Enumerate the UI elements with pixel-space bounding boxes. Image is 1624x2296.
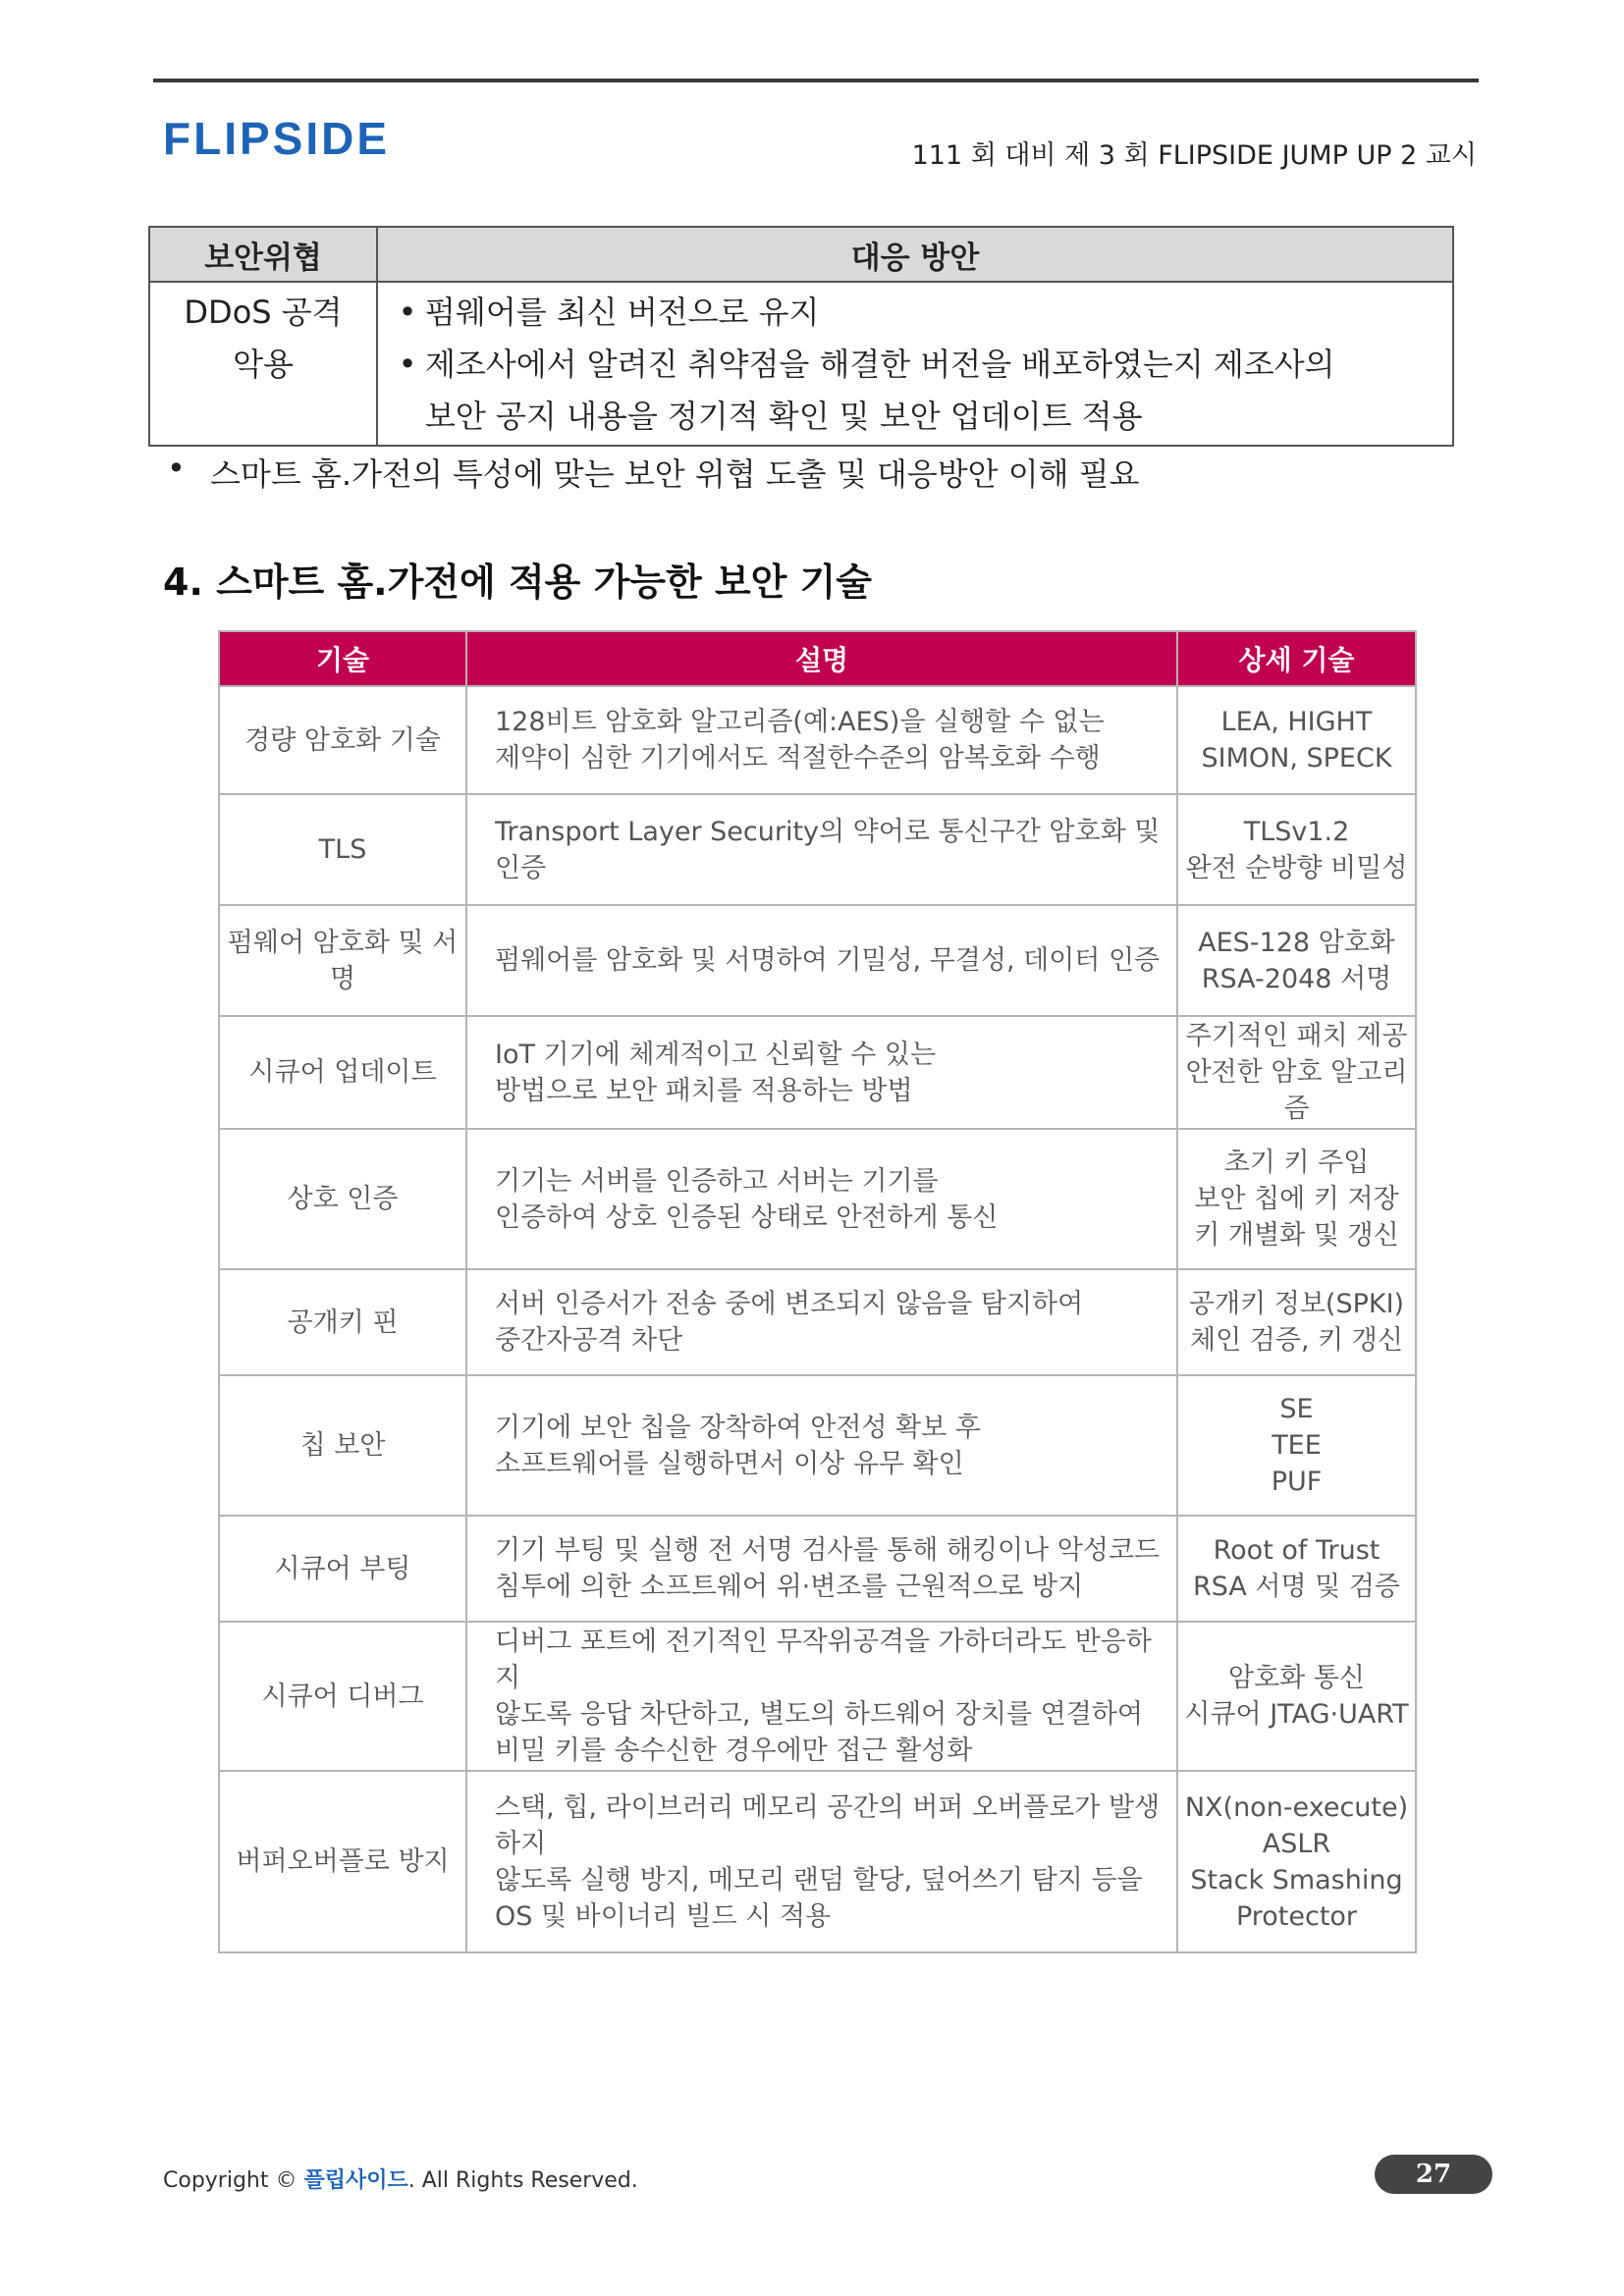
table-row bbox=[219, 686, 1416, 794]
table-row bbox=[219, 1771, 1416, 1952]
note-item bbox=[167, 450, 1140, 495]
tech-description-cell bbox=[466, 1771, 1177, 1952]
description-line: 인증하여 상호 인증된 상태로 안전하게 통신 bbox=[495, 1201, 999, 1233]
description-line: IoT 기기에 체계적이고 신뢰할 수 있는 bbox=[495, 1039, 937, 1070]
description-line: 서버 인증서가 전송 중에 변조되지 않음을 탐지하여 bbox=[495, 1289, 1084, 1319]
footer-copyright bbox=[163, 2163, 638, 2194]
tech-header-description: 설명 bbox=[466, 631, 1177, 686]
tech-detail-cell bbox=[1177, 1771, 1416, 1952]
detail-line: 공개키 정보(SPKI) bbox=[1188, 1289, 1405, 1319]
detail-line: Stack Smashing bbox=[1190, 1864, 1403, 1896]
threat-name-line: 악용 bbox=[233, 346, 294, 383]
detail-line: 완전 순방향 비밀성 bbox=[1185, 852, 1408, 883]
section-title: 4. 스마트 홈.가전에 적용 가능한 보안 기술 bbox=[163, 561, 873, 604]
tech-name-cell: TLS bbox=[219, 794, 466, 905]
description-line: 기기 부팅 및 실행 전 서명 검사를 통해 해킹이나 악성코드 bbox=[495, 1535, 1161, 1566]
copyright-suffix: . All Rights Reserved. bbox=[407, 2168, 638, 2193]
table-row bbox=[219, 1516, 1416, 1622]
security-tech-table bbox=[218, 630, 1417, 1953]
bullet-icon: • bbox=[398, 294, 417, 331]
description-line: 디버그 포트에 전기적인 무작위공격을 가하더라도 반응하지 bbox=[495, 1627, 1152, 1693]
tech-name-cell: 공개키 핀 bbox=[219, 1269, 466, 1375]
tech-description-cell bbox=[466, 686, 1177, 794]
description-line: 않도록 응답 차단하고, 별도의 하드웨어 장치를 연결하여 bbox=[495, 1699, 1143, 1730]
threat-table bbox=[148, 226, 1454, 447]
description-line: 스택, 힙, 라이브러리 메모리 공간의 버퍼 오버플로가 발생하지 bbox=[495, 1791, 1161, 1859]
detail-line: Protector bbox=[1235, 1900, 1358, 1932]
flipside-logo: FLIPSIDE bbox=[163, 113, 391, 164]
detail-line: AES-128 암호화 bbox=[1198, 927, 1395, 958]
tech-name-cell: 칩 보안 bbox=[219, 1375, 466, 1516]
table-row bbox=[219, 1016, 1416, 1129]
detail-line: 초기 키 주입 bbox=[1223, 1148, 1370, 1178]
tech-description-cell bbox=[466, 1269, 1177, 1375]
tech-description-cell bbox=[466, 1622, 1177, 1771]
response-text: 제조사에서 알려진 취약점을 해결한 버전을 배포하였는지 제조사의 bbox=[425, 346, 1335, 383]
detail-line: 안전한 암호 알고리즘 bbox=[1185, 1057, 1408, 1124]
description-line: 않도록 실행 방지, 메모리 랜덤 할당, 덮어쓰기 탐지 등을 bbox=[495, 1864, 1143, 1896]
tech-detail-cell bbox=[1177, 1016, 1416, 1129]
threat-response-cell bbox=[377, 282, 1453, 446]
tech-detail-cell bbox=[1177, 1622, 1416, 1771]
description-line: 소프트웨어를 실행하면서 이상 유무 확인 bbox=[495, 1448, 964, 1479]
detail-line: SE bbox=[1279, 1394, 1314, 1424]
threat-header-response: 대응 방안 bbox=[377, 227, 1453, 282]
detail-line: NX(non-execute) bbox=[1184, 1791, 1409, 1823]
list-item bbox=[390, 287, 1451, 339]
tech-detail-cell bbox=[1177, 1516, 1416, 1622]
detail-line: 암호화 통신 bbox=[1228, 1663, 1365, 1693]
tech-name-cell: 버퍼오버플로 방지 bbox=[219, 1771, 466, 1952]
tech-description-cell bbox=[466, 1516, 1177, 1622]
note-text: 스마트 홈.가전의 특성에 맞는 보안 위협 도출 및 대응방안 이해 필요 bbox=[210, 455, 1140, 493]
tech-name-cell: 펌웨어 암호화 및 서명 bbox=[219, 905, 466, 1016]
description-line: 비밀 키를 송수신한 경우에만 접근 활성화 bbox=[495, 1735, 973, 1766]
detail-line: 체인 검증, 키 갱신 bbox=[1190, 1325, 1403, 1356]
copyright-prefix: Copyright © bbox=[163, 2168, 298, 2193]
tech-header-name: 기술 bbox=[219, 631, 466, 686]
threat-header-threat: 보안위협 bbox=[149, 227, 377, 282]
tech-detail-cell bbox=[1177, 905, 1416, 1016]
detail-line: 키 개별화 및 갱신 bbox=[1194, 1220, 1399, 1251]
tech-description-cell bbox=[466, 1016, 1177, 1129]
table-row bbox=[219, 1269, 1416, 1375]
description-line: 중간자공격 차단 bbox=[495, 1325, 683, 1356]
tech-detail-cell bbox=[1177, 686, 1416, 794]
detail-line: 시큐어 JTAG·UART bbox=[1184, 1699, 1409, 1730]
detail-line: RSA 서명 및 검증 bbox=[1192, 1572, 1401, 1602]
tech-header-detail: 상세 기술 bbox=[1177, 631, 1416, 686]
tech-name-cell: 시큐어 부팅 bbox=[219, 1516, 466, 1622]
tech-name-cell: 시큐어 디버그 bbox=[219, 1622, 466, 1771]
table-row bbox=[219, 905, 1416, 1016]
detail-line: 보안 칩에 키 저장 bbox=[1194, 1184, 1399, 1214]
tech-name-cell: 시큐어 업데이트 bbox=[219, 1016, 466, 1129]
detail-line: LEA, HIGHT bbox=[1220, 707, 1373, 737]
detail-line: RSA-2048 서명 bbox=[1201, 963, 1392, 994]
header-rule bbox=[153, 79, 1479, 82]
detail-line: TEE bbox=[1272, 1430, 1322, 1461]
tech-detail-cell bbox=[1177, 794, 1416, 905]
table-row bbox=[149, 282, 1453, 446]
detail-line: TLSv1.2 bbox=[1243, 816, 1350, 847]
tech-detail-cell bbox=[1177, 1269, 1416, 1375]
table-row bbox=[219, 1129, 1416, 1269]
tech-description-cell bbox=[466, 1375, 1177, 1516]
tech-description-cell bbox=[466, 794, 1177, 905]
bullet-icon: • bbox=[167, 450, 186, 487]
page-number: 27 bbox=[1375, 2155, 1492, 2194]
tech-detail-cell bbox=[1177, 1375, 1416, 1516]
description-line: Transport Layer Security의 약어로 통신구간 암호화 및 인증 bbox=[495, 816, 1161, 883]
list-item bbox=[390, 339, 1451, 391]
description-line: 제약이 심한 기기에서도 적절한수준의 암복호화 수행 bbox=[495, 743, 1101, 774]
table-row bbox=[219, 1375, 1416, 1516]
detail-line: Root of Trust bbox=[1213, 1535, 1380, 1566]
tech-name-cell: 경량 암호화 기술 bbox=[219, 686, 466, 794]
footer-brand: 플립사이드 bbox=[303, 2168, 408, 2193]
description-line: 펌웨어를 암호화 및 서명하여 기밀성, 무결성, 데이터 인증 bbox=[495, 945, 1161, 976]
detail-line: PUF bbox=[1271, 1467, 1323, 1497]
description-line: 방법으로 보안 패치를 적용하는 방법 bbox=[495, 1075, 913, 1106]
description-line: 기기는 서버를 인증하고 서버는 기기를 bbox=[495, 1165, 939, 1197]
threat-name-cell bbox=[149, 282, 377, 446]
response-text-continued: 보안 공지 내용을 정기적 확인 및 보안 업데이트 적용 bbox=[425, 398, 1143, 435]
tech-name-cell: 상호 인증 bbox=[219, 1129, 466, 1269]
threat-name-line: DDoS 공격 bbox=[184, 294, 343, 331]
description-line: 침투에 의한 소프트웨어 위·변조를 근원적으로 방지 bbox=[495, 1572, 1084, 1602]
description-line: OS 및 바이너리 빌드 시 적용 bbox=[495, 1900, 832, 1932]
detail-line: 주기적인 패치 제공 bbox=[1185, 1021, 1408, 1051]
description-line: 기기에 보안 칩을 장착하여 안전성 확보 후 bbox=[495, 1412, 981, 1443]
tech-description-cell bbox=[466, 1129, 1177, 1269]
table-row bbox=[219, 1622, 1416, 1771]
detail-line: ASLR bbox=[1262, 1828, 1331, 1859]
tech-detail-cell bbox=[1177, 1129, 1416, 1269]
description-line: 128비트 암호화 알고리즘(예:AES)을 실행할 수 없는 bbox=[495, 707, 1105, 737]
tech-description-cell bbox=[466, 905, 1177, 1016]
bullet-icon: • bbox=[398, 346, 417, 383]
header-title: 111 회 대비 제 3 회 FLIPSIDE JUMP UP 2 교시 bbox=[911, 140, 1477, 171]
response-text: 펌웨어를 최신 버전으로 유지 bbox=[425, 294, 820, 331]
detail-line: SIMON, SPECK bbox=[1201, 743, 1392, 774]
table-row bbox=[219, 794, 1416, 905]
